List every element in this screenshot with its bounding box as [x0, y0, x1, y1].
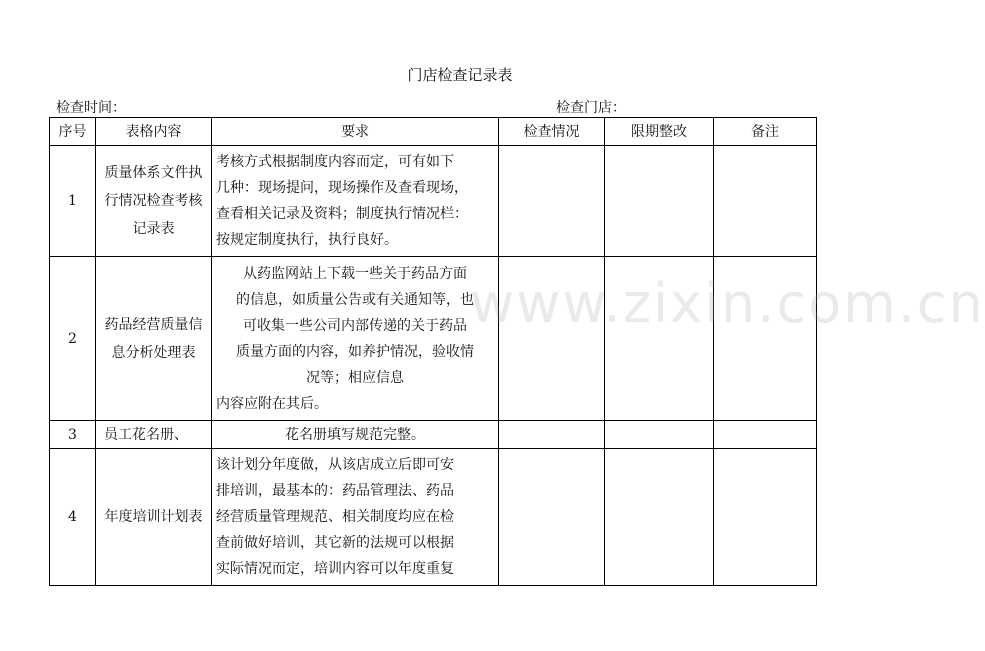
row-content: 年度培训计划表	[96, 449, 212, 586]
table-row	[50, 257, 817, 421]
requirement-line: 查看相关记录及资料；制度执行情况栏：	[216, 206, 468, 222]
requirement-line: 按规定制度执行，执行良好。	[216, 232, 398, 248]
requirement-line: 排培训，最基本的：药品管理法、药品	[216, 483, 454, 499]
requirement-line: 质量方面的内容，如养护情况，验收情	[236, 343, 474, 360]
rectification-cell[interactable]	[605, 449, 714, 586]
requirement-line: 实际情况而定，培训内容可以年度重复	[216, 561, 454, 577]
inspection-table	[49, 117, 817, 586]
header-requirement: 要求	[212, 118, 499, 146]
row-number: 4	[50, 449, 96, 586]
check-status-cell[interactable]	[499, 146, 605, 257]
check-status-cell[interactable]	[499, 449, 605, 586]
requirement-line: 内容应附在其后。	[216, 395, 328, 412]
watermark: www.zixin.com.cn	[470, 272, 985, 335]
table-header-row	[50, 118, 817, 146]
remarks-cell[interactable]	[714, 449, 817, 586]
row-number: 2	[50, 257, 96, 421]
row-requirement	[212, 449, 499, 586]
requirement-line: 经营质量管理规范、相关制度均应在检	[216, 509, 454, 525]
requirement-line: 几种：现场提问，现场操作及查看现场，	[216, 180, 468, 196]
header-check-status: 检查情况	[499, 118, 605, 146]
row-number: 3	[50, 421, 96, 449]
rectification-cell[interactable]	[605, 421, 714, 449]
requirement-line: 可收集一些公司内部传递的关于药品	[243, 317, 467, 334]
requirement-line: 考核方式根据制度内容而定，可有如下	[216, 154, 454, 170]
requirement-line: 从药监网站上下载一些关于药品方面	[243, 265, 467, 282]
remarks-cell[interactable]	[714, 146, 817, 257]
check-status-cell[interactable]	[499, 421, 605, 449]
table-row	[50, 449, 817, 586]
requirement-line: 的信息，如质量公告或有关通知等，也	[236, 291, 474, 308]
rectification-cell[interactable]	[605, 146, 714, 257]
header-no: 序号	[50, 118, 96, 146]
header-remarks: 备注	[714, 118, 817, 146]
page-title: 门店检查记录表	[407, 66, 513, 84]
remarks-cell[interactable]	[714, 257, 817, 421]
requirement-line: 况等；相应信息	[306, 369, 404, 386]
row-requirement	[212, 146, 499, 257]
row-content: 员工花名册、	[96, 421, 212, 449]
check-store-label: 检查门店：	[556, 100, 626, 116]
header-rectification: 限期整改	[605, 118, 714, 146]
header-content: 表格内容	[96, 118, 212, 146]
table-row	[50, 421, 817, 449]
check-status-cell[interactable]	[499, 257, 605, 421]
row-requirement: 花名册填写规范完整。	[212, 421, 499, 449]
table-row	[50, 146, 817, 257]
row-content: 质量体系文件执行情况检查考核记录表	[96, 146, 212, 257]
rectification-cell[interactable]	[605, 257, 714, 421]
remarks-cell[interactable]	[714, 421, 817, 449]
check-time-label: 检查时间：	[56, 100, 126, 116]
row-requirement	[212, 257, 499, 421]
row-content: 药品经营质量信息分析处理表	[96, 257, 212, 421]
row-number: 1	[50, 146, 96, 257]
requirement-line: 查前做好培训，其它新的法规可以根据	[216, 535, 454, 551]
requirement-line: 该计划分年度做，从该店成立后即可安	[216, 457, 454, 473]
